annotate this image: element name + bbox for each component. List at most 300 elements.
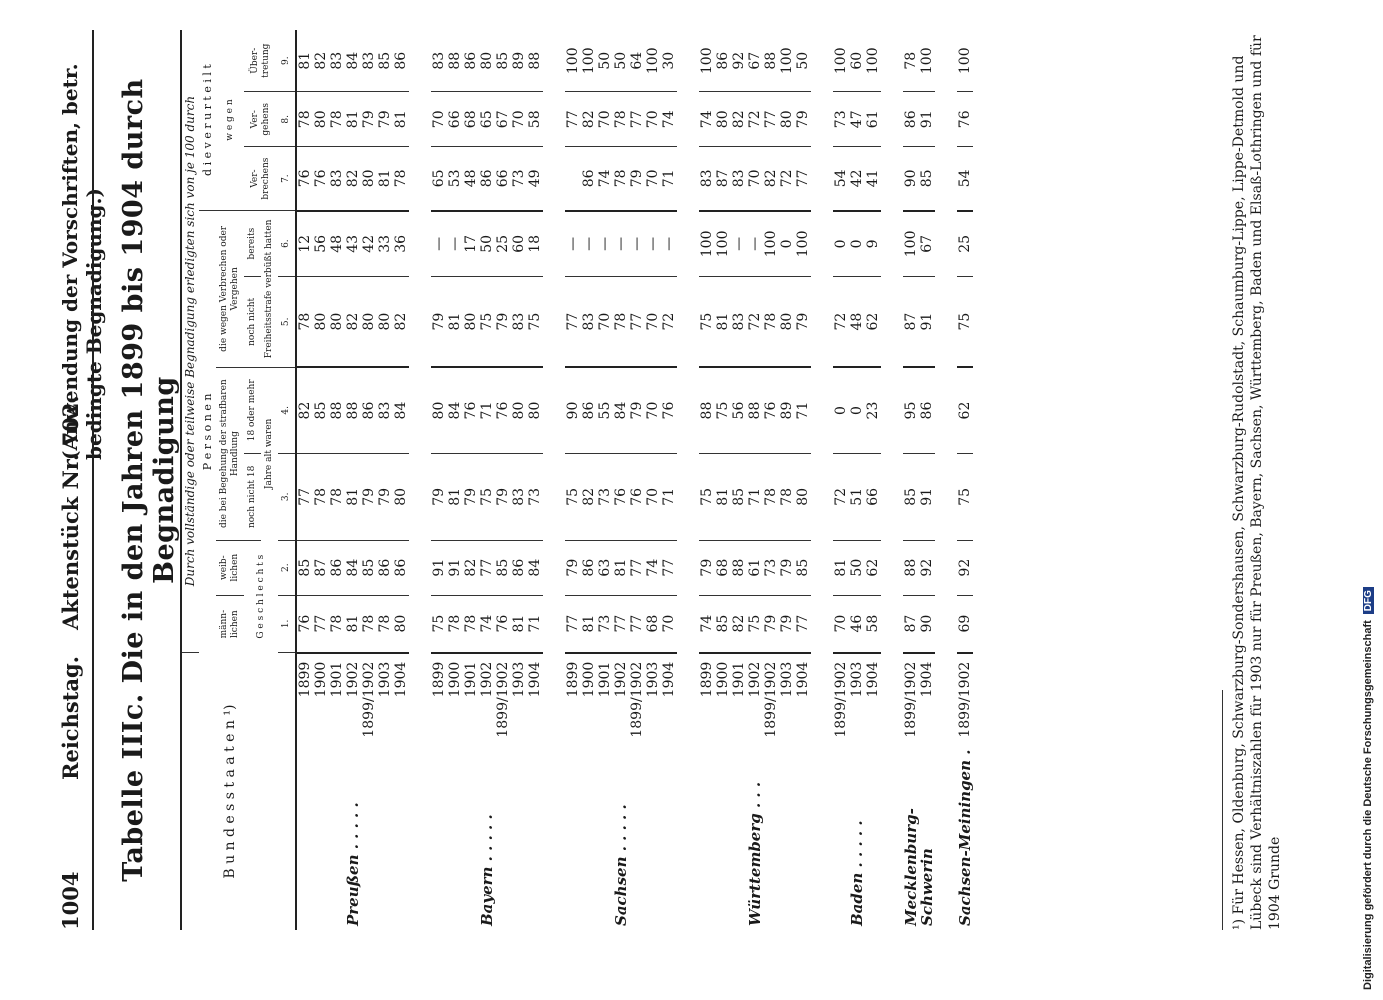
value-cell: 79 bbox=[431, 454, 447, 541]
group-separator bbox=[935, 30, 957, 930]
value-cell: 78 bbox=[329, 92, 345, 147]
value-cell: 71 bbox=[795, 367, 811, 453]
value-cell: 81 bbox=[715, 454, 731, 541]
value-cell: 86 bbox=[581, 367, 597, 453]
value-cell: 77 bbox=[795, 147, 811, 211]
begehung-header: die bei Begehung der strafbaren Handlung bbox=[216, 367, 244, 540]
year-cell: 1900 bbox=[715, 661, 731, 698]
value-cell: 78 bbox=[296, 92, 313, 147]
value-cell: 71 bbox=[661, 454, 677, 541]
value-cell: 74 bbox=[645, 540, 661, 595]
value-cell: 74 bbox=[699, 595, 715, 653]
year-cell: 1899/1902 bbox=[629, 661, 645, 738]
value-cell: 77 bbox=[479, 540, 495, 595]
value-cell: 67 bbox=[919, 211, 935, 277]
value-cell: 68 bbox=[715, 540, 731, 595]
value-cell: 65 bbox=[431, 147, 447, 211]
value-cell: 48 bbox=[329, 211, 345, 277]
footnote: ¹) Für Hessen, Oldenburg, Schwarzburg-Sondershausen, Schwarzburg-Rudolstadt, Schaumburg-Lippe, Lippe-Detmold und Lübeck sind Verhältniszahlen für 1903 nur für Preußen, Bayern, Sachsen, Württemberg, Baden und Elsaß-Lothringen und für 1904 Grunde bbox=[1231, 35, 1283, 930]
value-cell: 70 bbox=[645, 92, 661, 147]
value-cell: 70 bbox=[661, 595, 677, 653]
value-cell: 0 bbox=[849, 211, 865, 277]
year-cell: 1901 bbox=[329, 661, 345, 698]
value-cell: 86 bbox=[919, 367, 935, 453]
value-cell: 78 bbox=[313, 454, 329, 541]
value-cell: 100 bbox=[581, 30, 597, 92]
value-cell: 81 bbox=[715, 277, 731, 367]
value-cell: 81 bbox=[581, 595, 597, 653]
value-cell: 78 bbox=[613, 92, 629, 147]
value-cell: 60 bbox=[849, 30, 865, 92]
value-cell: 77 bbox=[795, 595, 811, 653]
value-cell: 78 bbox=[779, 454, 795, 541]
value-cell: 79 bbox=[377, 92, 393, 147]
value-cell: 81 bbox=[447, 454, 463, 541]
value-cell: 70 bbox=[645, 147, 661, 211]
value-cell: 86 bbox=[463, 30, 479, 92]
value-cell: 75 bbox=[699, 454, 715, 541]
value-cell: 51 bbox=[849, 454, 865, 541]
value-cell: 50 bbox=[479, 211, 495, 277]
value-cell: 77 bbox=[763, 92, 779, 147]
value-cell: 84 bbox=[345, 30, 361, 92]
value-cell: — bbox=[645, 211, 661, 277]
year-cell: 1902 bbox=[479, 661, 495, 698]
value-cell: 86 bbox=[393, 540, 409, 595]
value-cell: 80 bbox=[361, 147, 377, 211]
value-cell: 63 bbox=[597, 540, 613, 595]
group-separator bbox=[543, 30, 565, 930]
value-cell: 92 bbox=[731, 30, 747, 92]
year-cell: 1904 bbox=[795, 661, 811, 698]
state-name: Mecklenburg-Schwerin bbox=[902, 808, 936, 926]
value-cell: 42 bbox=[361, 211, 377, 277]
value-cell: 12 bbox=[296, 211, 313, 277]
value-cell: 48 bbox=[463, 147, 479, 211]
value-cell: 71 bbox=[661, 147, 677, 211]
value-cell: 76 bbox=[763, 367, 779, 453]
value-cell: 83 bbox=[731, 277, 747, 367]
value-cell: 79 bbox=[699, 540, 715, 595]
value-cell: 83 bbox=[329, 30, 345, 92]
value-cell: 50 bbox=[613, 30, 629, 92]
value-cell: 85 bbox=[296, 540, 313, 595]
state-name: Württemberg . . . bbox=[746, 781, 764, 926]
value-cell: 80 bbox=[527, 367, 543, 453]
col-num: 3. bbox=[278, 454, 296, 541]
value-cell: 88 bbox=[731, 540, 747, 595]
value-cell: 75 bbox=[747, 595, 763, 653]
value-cell: 30 bbox=[661, 30, 677, 92]
value-cell: 70 bbox=[645, 277, 661, 367]
header-rule bbox=[92, 30, 94, 930]
value-cell: 84 bbox=[345, 540, 361, 595]
value-cell: 100 bbox=[903, 211, 919, 277]
year-cell: 1901 bbox=[463, 661, 479, 698]
value-cell: 0 bbox=[849, 367, 865, 453]
value-cell: 70 bbox=[747, 147, 763, 211]
value-cell: 100 bbox=[763, 211, 779, 277]
value-cell: 79 bbox=[495, 454, 511, 541]
value-cell: 74 bbox=[699, 92, 715, 147]
value-cell: 85 bbox=[795, 540, 811, 595]
value-cell: 75 bbox=[715, 367, 731, 453]
year-cell: 1903 bbox=[511, 661, 527, 698]
wegen-header: w e g e n bbox=[216, 30, 244, 211]
value-cell: 76 bbox=[661, 367, 677, 453]
weiblichen-header: weib- lichen bbox=[216, 540, 244, 595]
value-cell: 79 bbox=[463, 454, 479, 541]
value-cell: 49 bbox=[527, 147, 543, 211]
value-cell: 36 bbox=[393, 211, 409, 277]
value-cell: 50 bbox=[795, 30, 811, 92]
value-cell: 71 bbox=[527, 595, 543, 653]
col-num: 5. bbox=[278, 277, 296, 367]
value-cell: 85 bbox=[715, 595, 731, 653]
noch-nicht-header: noch nicht bbox=[244, 277, 261, 367]
value-cell: 78 bbox=[613, 277, 629, 367]
value-cell: 42 bbox=[849, 147, 865, 211]
year-cell: 1904 bbox=[865, 661, 881, 698]
value-cell: 76 bbox=[296, 595, 313, 653]
value-cell: 100 bbox=[919, 30, 935, 92]
state-column-header: B u n d e s s t a a t e n ¹) bbox=[181, 653, 278, 930]
value-cell: 84 bbox=[613, 367, 629, 453]
year-cell: 1902 bbox=[345, 661, 361, 698]
value-cell: 73 bbox=[833, 92, 849, 147]
value-cell: 100 bbox=[715, 211, 731, 277]
value-cell: 75 bbox=[479, 454, 495, 541]
year-cell: 1901 bbox=[731, 661, 747, 698]
value-cell: 81 bbox=[345, 92, 361, 147]
value-cell: 100 bbox=[645, 30, 661, 92]
value-cell: 80 bbox=[329, 277, 345, 367]
value-cell: 80 bbox=[715, 92, 731, 147]
value-cell: 75 bbox=[957, 454, 973, 541]
year-cell: 1899 bbox=[699, 661, 715, 698]
year-cell: 1904 bbox=[661, 661, 677, 698]
group-separator bbox=[973, 30, 995, 930]
value-cell: 85 bbox=[361, 540, 377, 595]
value-cell: 18 bbox=[527, 211, 543, 277]
value-cell: 80 bbox=[313, 92, 329, 147]
value-cell: 88 bbox=[699, 367, 715, 453]
value-cell: 80 bbox=[511, 367, 527, 453]
value-cell: 72 bbox=[833, 277, 849, 367]
side-note bbox=[1362, 10, 1374, 990]
value-cell: 79 bbox=[795, 277, 811, 367]
value-cell: 71 bbox=[747, 454, 763, 541]
value-cell: 90 bbox=[565, 367, 581, 453]
value-cell: 76 bbox=[296, 147, 313, 211]
state-name: Baden . . . . . bbox=[848, 820, 866, 926]
value-cell: 65 bbox=[479, 92, 495, 147]
value-cell: 83 bbox=[329, 147, 345, 211]
year-cell: 1899 bbox=[565, 661, 581, 698]
value-cell: 87 bbox=[903, 277, 919, 367]
value-cell: 88 bbox=[447, 30, 463, 92]
year-cell: 1903 bbox=[377, 661, 393, 698]
value-cell: 67 bbox=[495, 92, 511, 147]
value-cell: 76 bbox=[629, 454, 645, 541]
value-cell: 77 bbox=[629, 277, 645, 367]
col-num: 9. bbox=[278, 30, 296, 92]
value-cell: 100 bbox=[699, 211, 715, 277]
value-cell: 90 bbox=[919, 595, 935, 653]
col-num: 1. bbox=[278, 595, 296, 653]
value-cell: 82 bbox=[581, 454, 597, 541]
value-cell: 60 bbox=[511, 211, 527, 277]
value-cell: — bbox=[661, 211, 677, 277]
value-cell: 81 bbox=[511, 595, 527, 653]
value-cell: 75 bbox=[957, 277, 973, 367]
value-cell: 58 bbox=[527, 92, 543, 147]
value-cell: 53 bbox=[447, 147, 463, 211]
value-cell: 88 bbox=[345, 367, 361, 453]
value-cell: 82 bbox=[345, 147, 361, 211]
value-cell: 64 bbox=[629, 30, 645, 92]
value-cell: 50 bbox=[849, 540, 865, 595]
year-cell: 1903 bbox=[849, 661, 865, 698]
value-cell: 9 bbox=[865, 211, 881, 277]
value-cell: 66 bbox=[447, 92, 463, 147]
year-cell: 1904 bbox=[393, 661, 409, 698]
value-cell: 92 bbox=[919, 540, 935, 595]
value-cell: 85 bbox=[919, 147, 935, 211]
value-cell: 74 bbox=[479, 595, 495, 653]
value-cell: 75 bbox=[565, 454, 581, 541]
value-cell: 78 bbox=[296, 277, 313, 367]
value-cell: 67 bbox=[747, 30, 763, 92]
side-note-text: Digitalisierung gefördert durch die Deutsche Forschungsgemeinschaft bbox=[1362, 620, 1374, 990]
value-cell: 80 bbox=[795, 454, 811, 541]
value-cell: 100 bbox=[833, 30, 849, 92]
value-cell: 70 bbox=[833, 595, 849, 653]
year-cell: 1899 bbox=[297, 661, 313, 698]
verurteilt-header: d i e v e r u r t e i l t bbox=[199, 30, 216, 211]
value-cell: 33 bbox=[377, 211, 393, 277]
value-cell: 81 bbox=[613, 540, 629, 595]
value-cell: 82 bbox=[731, 92, 747, 147]
value-cell: 79 bbox=[361, 92, 377, 147]
value-cell: 75 bbox=[527, 277, 543, 367]
value-cell: 80 bbox=[779, 92, 795, 147]
value-cell: 0 bbox=[779, 211, 795, 277]
value-cell: 62 bbox=[865, 540, 881, 595]
value-cell: 58 bbox=[865, 595, 881, 653]
value-cell: 66 bbox=[495, 147, 511, 211]
value-cell: 55 bbox=[597, 367, 613, 453]
group-separator bbox=[677, 30, 699, 930]
value-cell: 69 bbox=[957, 595, 973, 653]
value-cell: 83 bbox=[731, 147, 747, 211]
year-cell: 1904 bbox=[919, 661, 935, 698]
page-number: 1004 bbox=[58, 871, 83, 930]
value-cell: 79 bbox=[629, 147, 645, 211]
year-cell: 1900 bbox=[313, 661, 329, 698]
value-cell: 78 bbox=[447, 595, 463, 653]
value-cell bbox=[565, 147, 581, 211]
value-cell: 82 bbox=[345, 277, 361, 367]
table-body bbox=[296, 30, 995, 930]
value-cell: 72 bbox=[779, 147, 795, 211]
value-cell: 85 bbox=[313, 367, 329, 453]
value-cell: 78 bbox=[329, 595, 345, 653]
value-cell: 92 bbox=[957, 540, 973, 595]
value-cell: 78 bbox=[463, 595, 479, 653]
value-cell: 78 bbox=[763, 454, 779, 541]
table-title: Tabelle IIIc. Die in den Jahren 1899 bis 1904 durch Begnadigung bbox=[118, 78, 180, 882]
state-name: Preußen . . . . . bbox=[344, 802, 362, 926]
state-name: Sachsen-Meiningen . bbox=[956, 749, 974, 926]
super-header: Durch vollständige oder teilweise Begnadigung erledigten sich von je 100 durch bbox=[181, 30, 199, 653]
uebertretung-header: Über- tretung bbox=[244, 30, 278, 92]
value-cell: 88 bbox=[747, 367, 763, 453]
value-cell: 95 bbox=[903, 367, 919, 453]
value-cell: 100 bbox=[699, 30, 715, 92]
side-note-strip bbox=[1360, 10, 1378, 990]
value-cell: 74 bbox=[597, 147, 613, 211]
verbrechens-header: Ver- brechens bbox=[244, 147, 278, 211]
year-cell: 1904 bbox=[527, 661, 543, 698]
maennlichen-header: männ- lichen bbox=[219, 609, 240, 639]
value-cell: 100 bbox=[565, 30, 581, 92]
value-cell: 90 bbox=[903, 147, 919, 211]
value-cell: 81 bbox=[377, 147, 393, 211]
value-cell: 72 bbox=[661, 277, 677, 367]
value-cell: 79 bbox=[431, 277, 447, 367]
aktenstueck-label: Aktenstück Nr. 702. bbox=[58, 395, 83, 630]
value-cell: 77 bbox=[613, 595, 629, 653]
value-cell: 78 bbox=[393, 147, 409, 211]
value-cell: 71 bbox=[479, 367, 495, 453]
value-cell: 87 bbox=[903, 595, 919, 653]
value-cell: 76 bbox=[495, 595, 511, 653]
value-cell: — bbox=[581, 211, 597, 277]
value-cell: 76 bbox=[957, 92, 973, 147]
value-cell: 78 bbox=[613, 147, 629, 211]
value-cell: 54 bbox=[833, 147, 849, 211]
value-cell: 82 bbox=[581, 92, 597, 147]
value-cell: 88 bbox=[527, 30, 543, 92]
value-cell: 68 bbox=[645, 595, 661, 653]
value-cell: — bbox=[447, 211, 463, 277]
rotated-page-content bbox=[40, 30, 1340, 930]
value-cell: 86 bbox=[329, 540, 345, 595]
value-cell: 81 bbox=[833, 540, 849, 595]
vergehens-header: Ver- gehens bbox=[244, 92, 278, 147]
value-cell: 86 bbox=[715, 30, 731, 92]
table-row bbox=[296, 30, 313, 930]
value-cell: 70 bbox=[511, 92, 527, 147]
value-cell: 88 bbox=[763, 30, 779, 92]
value-cell: 78 bbox=[763, 277, 779, 367]
value-cell: 80 bbox=[393, 454, 409, 541]
value-cell: 80 bbox=[463, 277, 479, 367]
value-cell: 46 bbox=[849, 595, 865, 653]
value-cell: 77 bbox=[565, 92, 581, 147]
value-cell: 79 bbox=[795, 92, 811, 147]
value-cell: 17 bbox=[463, 211, 479, 277]
value-cell: 80 bbox=[361, 277, 377, 367]
value-cell: 78 bbox=[377, 595, 393, 653]
value-cell: 81 bbox=[393, 92, 409, 147]
value-cell: 81 bbox=[345, 595, 361, 653]
value-cell: 61 bbox=[865, 92, 881, 147]
value-cell: 80 bbox=[431, 367, 447, 453]
value-cell: 86 bbox=[393, 30, 409, 92]
year-cell: 1899/1902 bbox=[903, 661, 919, 738]
value-cell: — bbox=[431, 211, 447, 277]
value-cell: 82 bbox=[463, 540, 479, 595]
value-cell: 88 bbox=[903, 540, 919, 595]
statistics-table bbox=[180, 30, 995, 930]
value-cell: 82 bbox=[731, 595, 747, 653]
table-row bbox=[699, 30, 715, 930]
value-cell: 70 bbox=[431, 92, 447, 147]
value-cell: 83 bbox=[511, 277, 527, 367]
value-cell: 86 bbox=[581, 147, 597, 211]
value-cell: 75 bbox=[479, 277, 495, 367]
value-cell: 66 bbox=[865, 454, 881, 541]
value-cell: 68 bbox=[463, 92, 479, 147]
value-cell: 83 bbox=[511, 454, 527, 541]
value-cell: 0 bbox=[833, 211, 849, 277]
value-cell: 79 bbox=[763, 595, 779, 653]
year-cell: 1900 bbox=[447, 661, 463, 698]
value-cell: 77 bbox=[296, 454, 313, 541]
value-cell: 47 bbox=[849, 92, 865, 147]
year-cell: 1899/1902 bbox=[361, 661, 377, 738]
year-cell: 1899/1902 bbox=[763, 661, 779, 738]
value-cell: — bbox=[597, 211, 613, 277]
value-cell: 78 bbox=[903, 30, 919, 92]
value-cell: 83 bbox=[377, 367, 393, 453]
value-cell: 77 bbox=[565, 277, 581, 367]
table-row bbox=[431, 30, 447, 930]
value-cell: 100 bbox=[865, 30, 881, 92]
year-cell: 1899 bbox=[431, 661, 447, 698]
value-cell: 72 bbox=[833, 454, 849, 541]
year-cell: 1902 bbox=[747, 661, 763, 698]
value-cell: 61 bbox=[747, 540, 763, 595]
value-cell: 75 bbox=[431, 595, 447, 653]
value-cell: — bbox=[731, 211, 747, 277]
state-name: Sachsen . . . . . bbox=[612, 804, 630, 926]
value-cell: 77 bbox=[565, 595, 581, 653]
value-cell: 85 bbox=[495, 30, 511, 92]
value-cell: 87 bbox=[715, 147, 731, 211]
value-cell: 81 bbox=[345, 454, 361, 541]
value-cell: — bbox=[629, 211, 645, 277]
value-cell: 87 bbox=[313, 540, 329, 595]
value-cell: 86 bbox=[361, 367, 377, 453]
page-header bbox=[40, 30, 106, 930]
statistics-table-wrapper bbox=[180, 30, 995, 930]
value-cell: 82 bbox=[313, 30, 329, 92]
value-cell: 86 bbox=[479, 147, 495, 211]
year-cell: 1902 bbox=[613, 661, 629, 698]
value-cell: 77 bbox=[313, 595, 329, 653]
value-cell: 70 bbox=[597, 277, 613, 367]
value-cell: 70 bbox=[645, 454, 661, 541]
value-cell: 82 bbox=[763, 147, 779, 211]
noch-nicht-18-header: noch nicht 18 bbox=[244, 454, 261, 541]
value-cell: 83 bbox=[581, 277, 597, 367]
table-row bbox=[565, 30, 581, 930]
value-cell: 77 bbox=[629, 92, 645, 147]
col-num: 4. bbox=[278, 367, 296, 453]
